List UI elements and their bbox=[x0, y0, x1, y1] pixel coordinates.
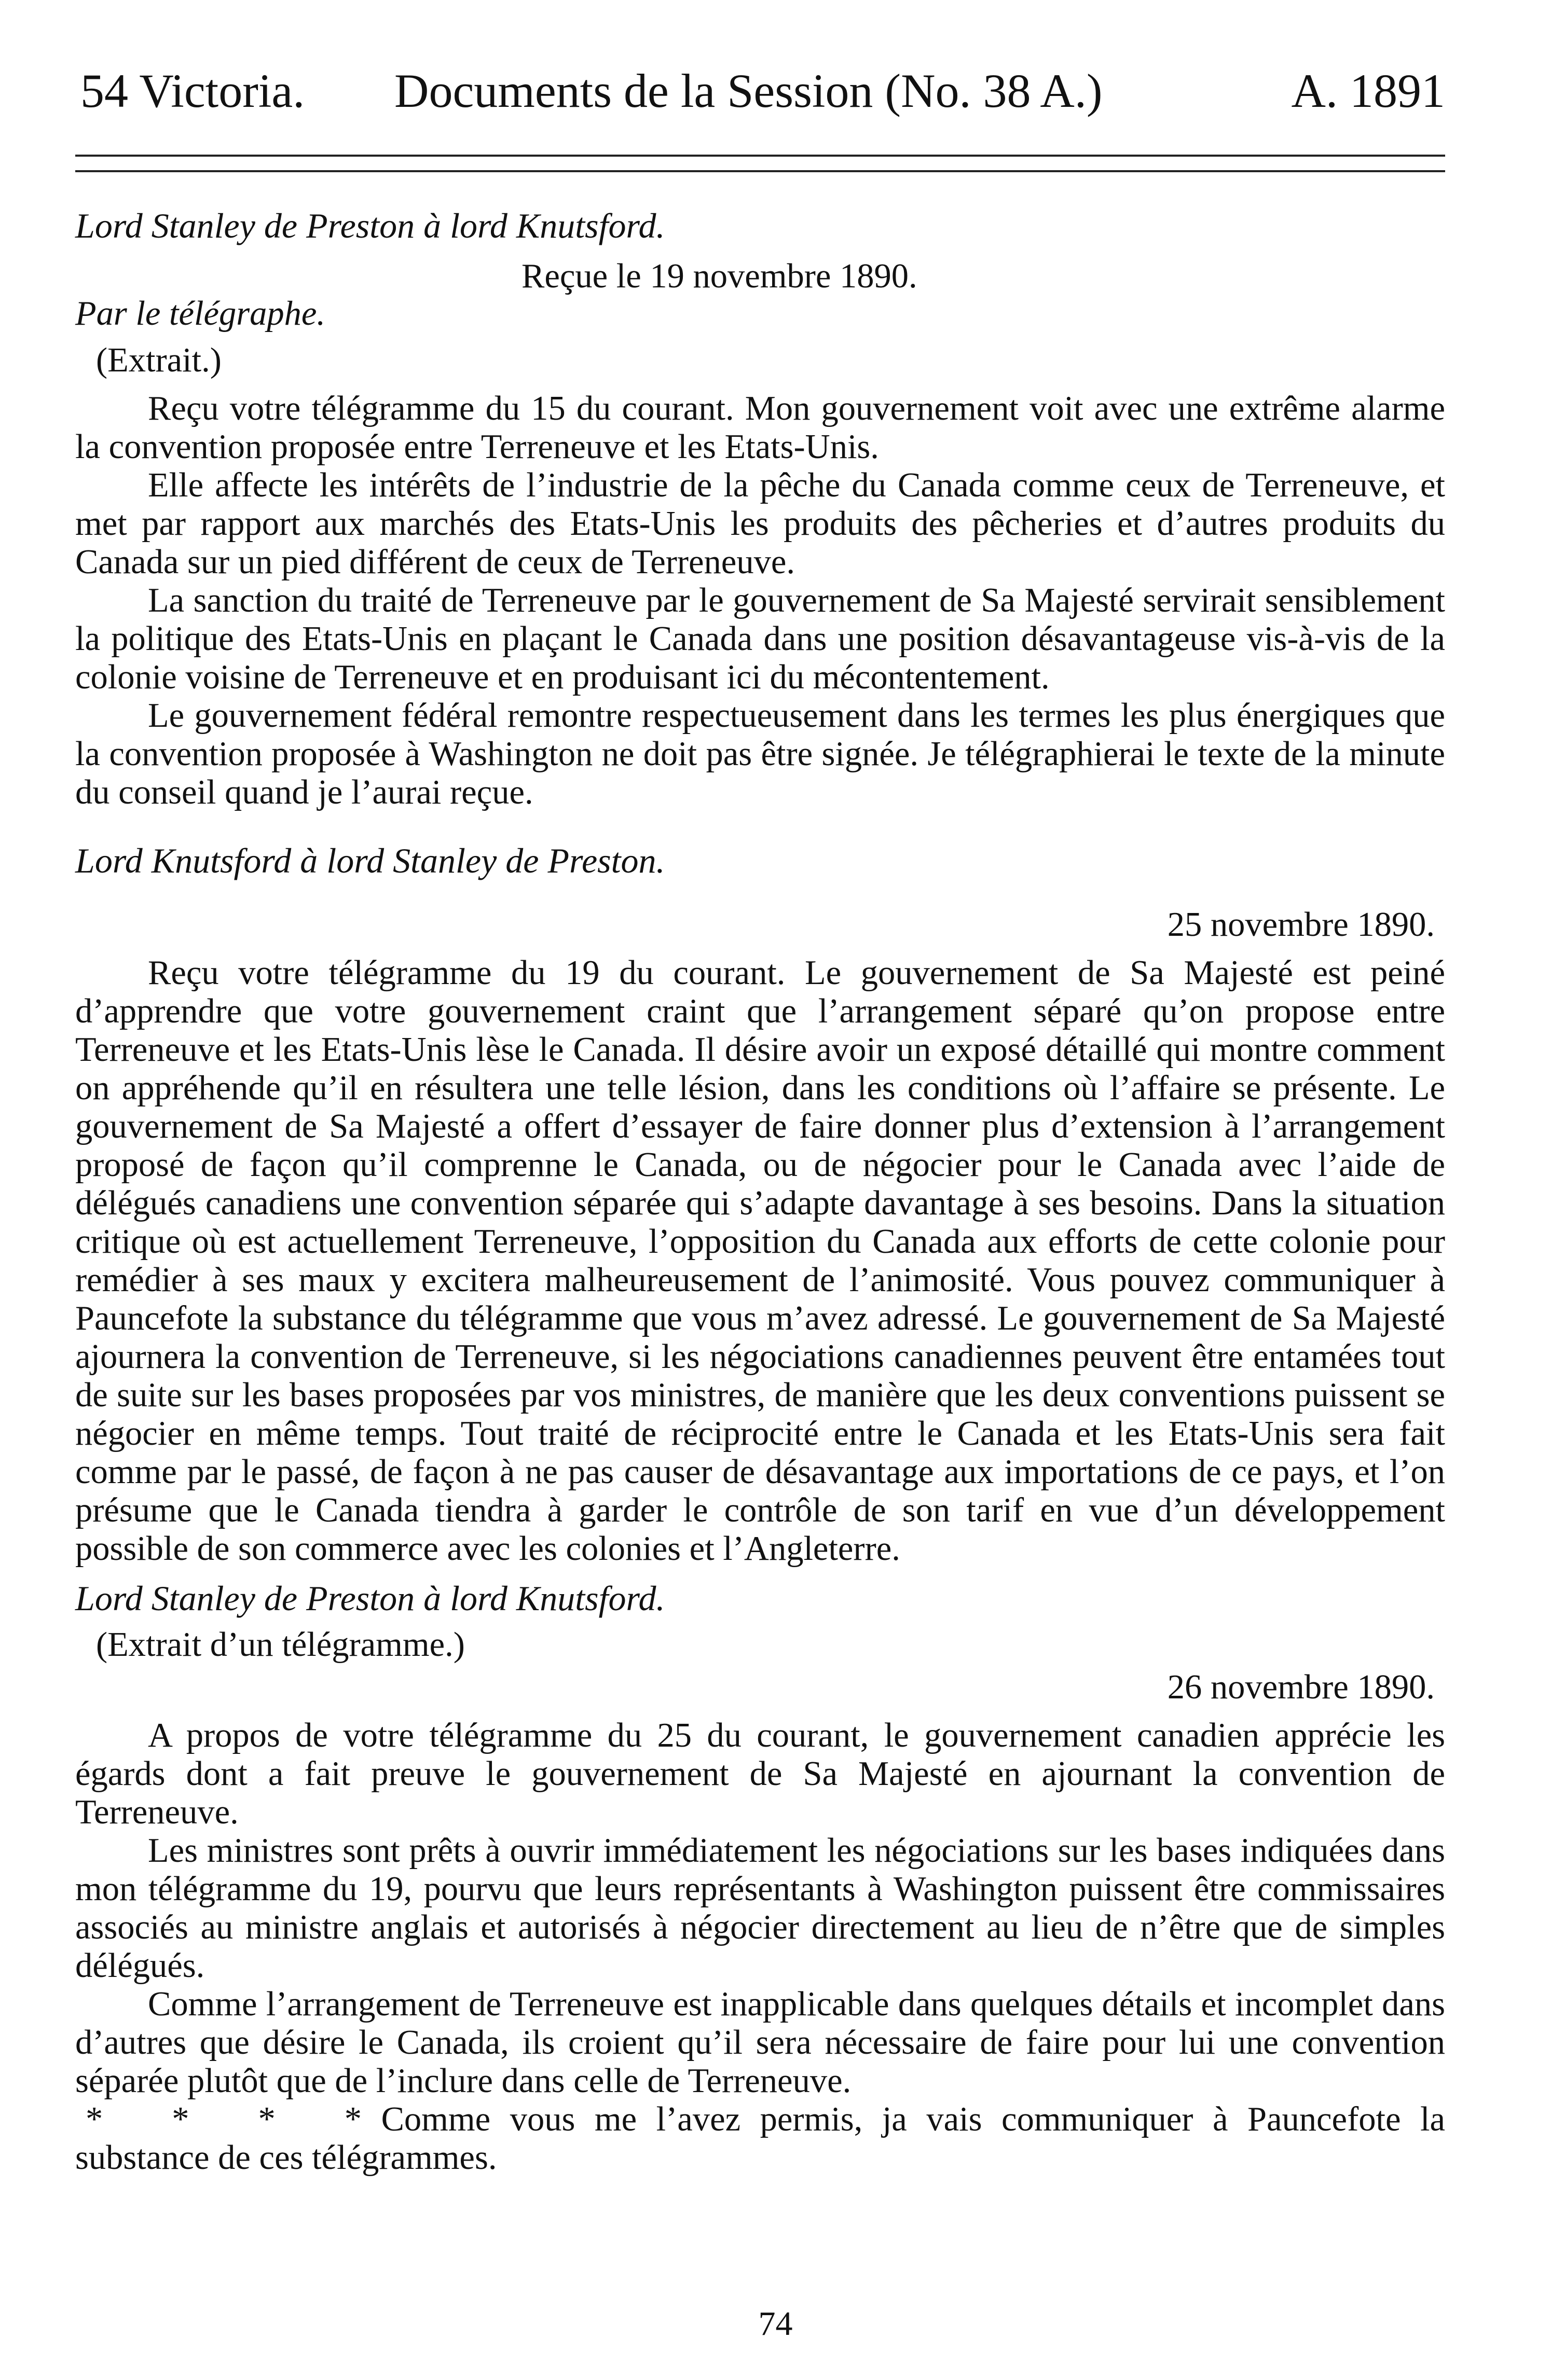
section-3-closing-line bbox=[75, 2100, 1445, 2177]
telegram-section-2 bbox=[75, 840, 1445, 1568]
section-1-paragraph: Le gouvernement fédéral remontre respectueusement dans les termes les plus énergiques que la convention proposée à Washington ne doit pas être signée. Je télégraphierai le texte de la minute du conseil quand je l’aurai reçue. bbox=[75, 697, 1445, 811]
section-1-title: Lord Stanley de Preston à lord Knutsford. bbox=[75, 206, 665, 245]
header-session: 54 Victoria. bbox=[80, 64, 305, 117]
section-2-title: Lord Knutsford à lord Stanley de Preston. bbox=[75, 841, 665, 880]
telegram-section-1 bbox=[75, 205, 1445, 812]
header-title: Documents de la Session (No. 38 A.) bbox=[394, 64, 1103, 117]
section-2-paragraph: Reçu votre télégramme du 19 du courant. Le gouvernement de Sa Majesté est peiné d’apprendre que votre gouvernement craint que l’arrangement séparé qu’on propose entre Terreneuve et les Etats-Unis lèse le Canada. Il désire avoir un exposé détaillé qui montre comment on appréhende qu’il en résultera une telle lésion, dans les conditions où l’affaire se présente. Le gouvernement de Sa Majesté a offert d’essayer de faire donner plus d’extension à l’arrangement proposé de façon qu’il comprenne le Canada, ou de négocier pour le Canada avec l’aide de délégués canadiens une convention séparée qui s’adapte davantage à ses besoins. Dans la situation critique où est actuellement Terreneuve, l’opposition du Canada aux efforts de cette colonie pour remédier à ses maux y excitera malheureusement de l’animosité. Vous pouvez communiquer à Pauncefote la substance du télégramme que vous m’avez adressé. Le gouvernement de Sa Majesté ajournera la convention de Terreneuve, si les négociations canadiennes peuvent être entamées tout de suite sur les bases proposées par vos ministres, de manière que les deux conventions puissent se négocier en même temps. Tout traité de réciprocité entre le Canada et les Etats-Unis sera fait comme par le passé, de façon à ne pas causer de désavantage aux importations de ce pays, et l’on présume que le Canada tiendra à garder le contrôle de son tarif en vue d’un développement possible de son commerce avec les colonies et l’Angleterre. bbox=[75, 954, 1445, 1568]
section-3-paragraph: Les ministres sont prêts à ouvrir immédiatement les négociations sur les bases indiquées dans mon télégramme du 19, pourvu que leurs représentants à Washington puissent être commissaires associés au ministre anglais et autorisés à négocier directement au lieu de n’être que de simples délégués. bbox=[75, 1832, 1445, 1985]
section-3-closing: Comme vous me l’avez permis, ja vais communiquer à Pauncefote la substance de ces télégrammes. bbox=[75, 2100, 1446, 2177]
section-3-title: Lord Stanley de Preston à lord Knutsford. bbox=[75, 1579, 665, 1618]
header-year: A. 1891 bbox=[1291, 64, 1445, 117]
section-1-paragraph: Elle affecte les intérêts de l’industrie de la pêche du Canada comme ceux de Terreneuve, et met par rapport aux marchés des Etats-Unis les produits des pêcheries et d’autres produits du Canada sur un pied différent de ceux de Terreneuve. bbox=[75, 466, 1445, 581]
section-1-channel: Par le télégraphe. bbox=[75, 295, 325, 333]
section-1-received: Reçue le 19 novembre 1890. bbox=[521, 257, 917, 295]
section-1-paragraph: La sanction du traité de Terreneuve par le gouvernement de Sa Majesté servirait sensiblement la politique des Etats-Unis en plaçant le Canada dans une position désavantageuse vis-à-vis de la colonie voisine de Terreneuve et en produisant ici du mécontentement. bbox=[75, 582, 1445, 696]
header-rule-top bbox=[75, 155, 1445, 157]
page-header bbox=[75, 62, 1445, 135]
section-2-date: 25 novembre 1890. bbox=[1167, 906, 1435, 944]
ellipsis-gap bbox=[362, 2100, 381, 2138]
section-3-paragraph: Comme l’arrangement de Terreneuve est inapplicable dans quelques détails et incomplet dans d’autres que désire le Canada, ils croient qu’il sera nécessaire de faire pour lui une convention séparée plutôt que de l’inclure dans celle de Terreneuve. bbox=[75, 1985, 1445, 2100]
section-3-paragraph: A propos de votre télégramme du 25 du courant, le gouvernement canadien apprécie les égards dont a fait preuve le gouvernement de Sa Majesté en ajournant la convention de Terreneuve. bbox=[75, 1717, 1445, 1831]
section-3-date: 26 novembre 1890. bbox=[1167, 1668, 1435, 1706]
section-3-note: (Extrait d’un télégramme.) bbox=[96, 1626, 465, 1664]
section-1-note: (Extrait.) bbox=[96, 341, 222, 379]
ellipsis-stars: * * * * bbox=[86, 2100, 362, 2138]
document-body bbox=[75, 205, 1445, 2177]
page-number: 74 bbox=[758, 2305, 793, 2343]
header-rule-bottom bbox=[75, 170, 1445, 172]
section-1-paragraph: Reçu votre télégramme du 15 du courant. Mon gouvernement voit avec une extrême alarme la convention proposée entre Terreneuve et les Etats-Unis. bbox=[75, 390, 1445, 466]
telegram-section-3 bbox=[75, 1578, 1445, 2177]
